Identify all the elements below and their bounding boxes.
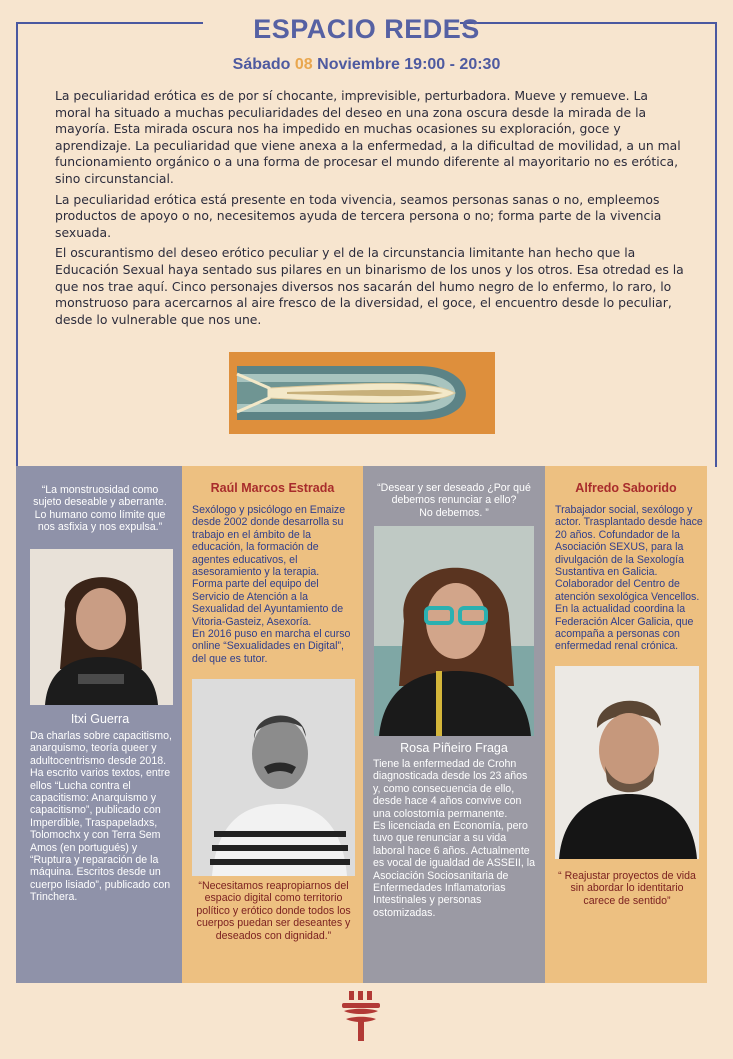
speaker-column-3 — [363, 466, 545, 983]
page-title: ESPACIO REDES — [253, 14, 480, 44]
speaker-quote: “La monstruosidad como sujeto deseable y aberrante. Lo humano como límite que nos asfixia y nos expulsa.” — [33, 484, 167, 534]
speaker-name: Alfredo Saborido — [575, 481, 677, 495]
speaker-bio: Sexólogo y psicólogo en Emaize desde 2002 donde desarrolla su trabajo en el ámbito de la educación, la formación de agentes educativos, el asesoramiento y la terapia. Forma parte del equipo del Servicio de Atención a la Sexualidad del Ayuntamiento de Vitoria-Gasteiz, Asexoría. En 2016 puso en marcha el curso online “Sexualidades en Digital”, del que es tutor. — [192, 504, 351, 665]
intro-paragraph: La peculiaridad erótica está presente en toda vivencia, seamos personas sanas o no, empleemos productos de apoyo o no, necesitemos ayuda de tercera persona o no; forma parte de la vivencia sexuada. — [55, 191, 662, 240]
speaker-photo — [374, 526, 534, 736]
intro-paragraph: El oscurantismo del deseo erótico peculiar y el de la circunstancia limitante han hecho que la Educación Sexual haya sentado sus pilares en un binarismo de los unos y los otros. Esa otredad es la que nos trae aquí. Cinco personajes diversos nos sacarán del humo negro de lo enfermo, lo raro, lo monstruoso para acercarnos al aire fresco de la diversidad, el goce, el encuentro desde lo peculiar, desde lo vulnerable que nos une. — [55, 245, 684, 327]
speaker-column-1 — [16, 466, 182, 983]
speaker-column-2 — [182, 466, 363, 983]
knot-illustration — [229, 352, 495, 434]
speaker-quote: “Necesitamos reapropiarnos del espacio digital como territorio político y erótico donde todos los cuerpos puedan ser deseantes y deseados con dignidad.” — [196, 880, 351, 942]
intro-paragraph: La peculiaridad erótica es de por sí chocante, imprevisible, perturbadora. Mueve y remueve. La moral ha situado a muchas peculiaridades del deseo en una zona oscura desde la mirada de la mayoría. Esta mirada oscura nos ha impedido en muchas ocasiones su exploración, goce y aprendizaje. La peculiaridad que viene anexa a la enfermedad, a la dificultad de movilidad, a un mal funcionamiento orgánico o a una forma de procesar el mundo diferente al mayoritario no es erótica, sino circunstancial. — [55, 88, 681, 186]
speaker-column-4 — [545, 466, 707, 983]
logo-icon — [340, 991, 382, 1043]
frame-left — [16, 22, 18, 467]
date-number: 08 — [294, 56, 313, 73]
speaker-photo — [192, 679, 355, 876]
speaker-name: Itxi Guerra — [70, 712, 130, 726]
speaker-name: Rosa Piñeiro Fraga — [400, 741, 508, 755]
intro-text — [55, 88, 685, 332]
date-rest: Noviembre 19:00 - 20:30 — [317, 56, 501, 73]
speaker-quote: “ Reajustar proyectos de vida sin abordar lo identitario carece de sentido” — [558, 870, 696, 907]
event-date — [0, 56, 733, 74]
speaker-bio: Da charlas sobre capacitismo, anarquismo, teoría queer y adultocentrismo desde 2018. Ha escrito varios textos, entre ellos “Lucha contra el capacitismo: Anarquismo y capacitismo”, publicado con Imperdible, Traspapeladxs, Tolomochx y con Terra Sem Amos (en portugués) y “Ruptura y reparación de la máquina. Escritos desde un cuerpo lisiado”, publicado con Trinchera. — [30, 730, 172, 904]
speaker-photo — [30, 549, 173, 705]
date-day: Sábado — [232, 56, 291, 73]
speaker-photo — [555, 666, 699, 859]
speaker-name: Raúl Marcos Estrada — [210, 481, 335, 495]
speaker-bio: Trabajador social, sexólogo y actor. Trasplantado desde hace 20 años. Cofundador de la Asociación SEXUS, para la divulgación de la Sexología Sustantiva en Galicia. Colaborador del Centro de atención sexológica Vencellos. En la actualidad coordina la Federación Alcer Galicia, que acompaña a personas con enfermedad renal crónica. — [555, 504, 703, 653]
frame-right — [715, 22, 717, 467]
speaker-bio: Tiene la enfermedad de Crohn diagnosticada desde los 23 años y, como consecuencia de ello, desde hace 4 años convive con una colostomía permanente. Es licenciada en Economía, pero tuvo que renunciar a su vida laboral hace 6 años. Actualmente es vocal de igualdad de ASSEII, la Asociación Sociosanitaria de Enfermedades Inflamatorias Intestinales y personas ostomizadas. — [373, 758, 535, 919]
speaker-quote: “Desear y ser deseado ¿Por qué debemos renunciar a ello? No debemos. ” — [377, 482, 531, 519]
